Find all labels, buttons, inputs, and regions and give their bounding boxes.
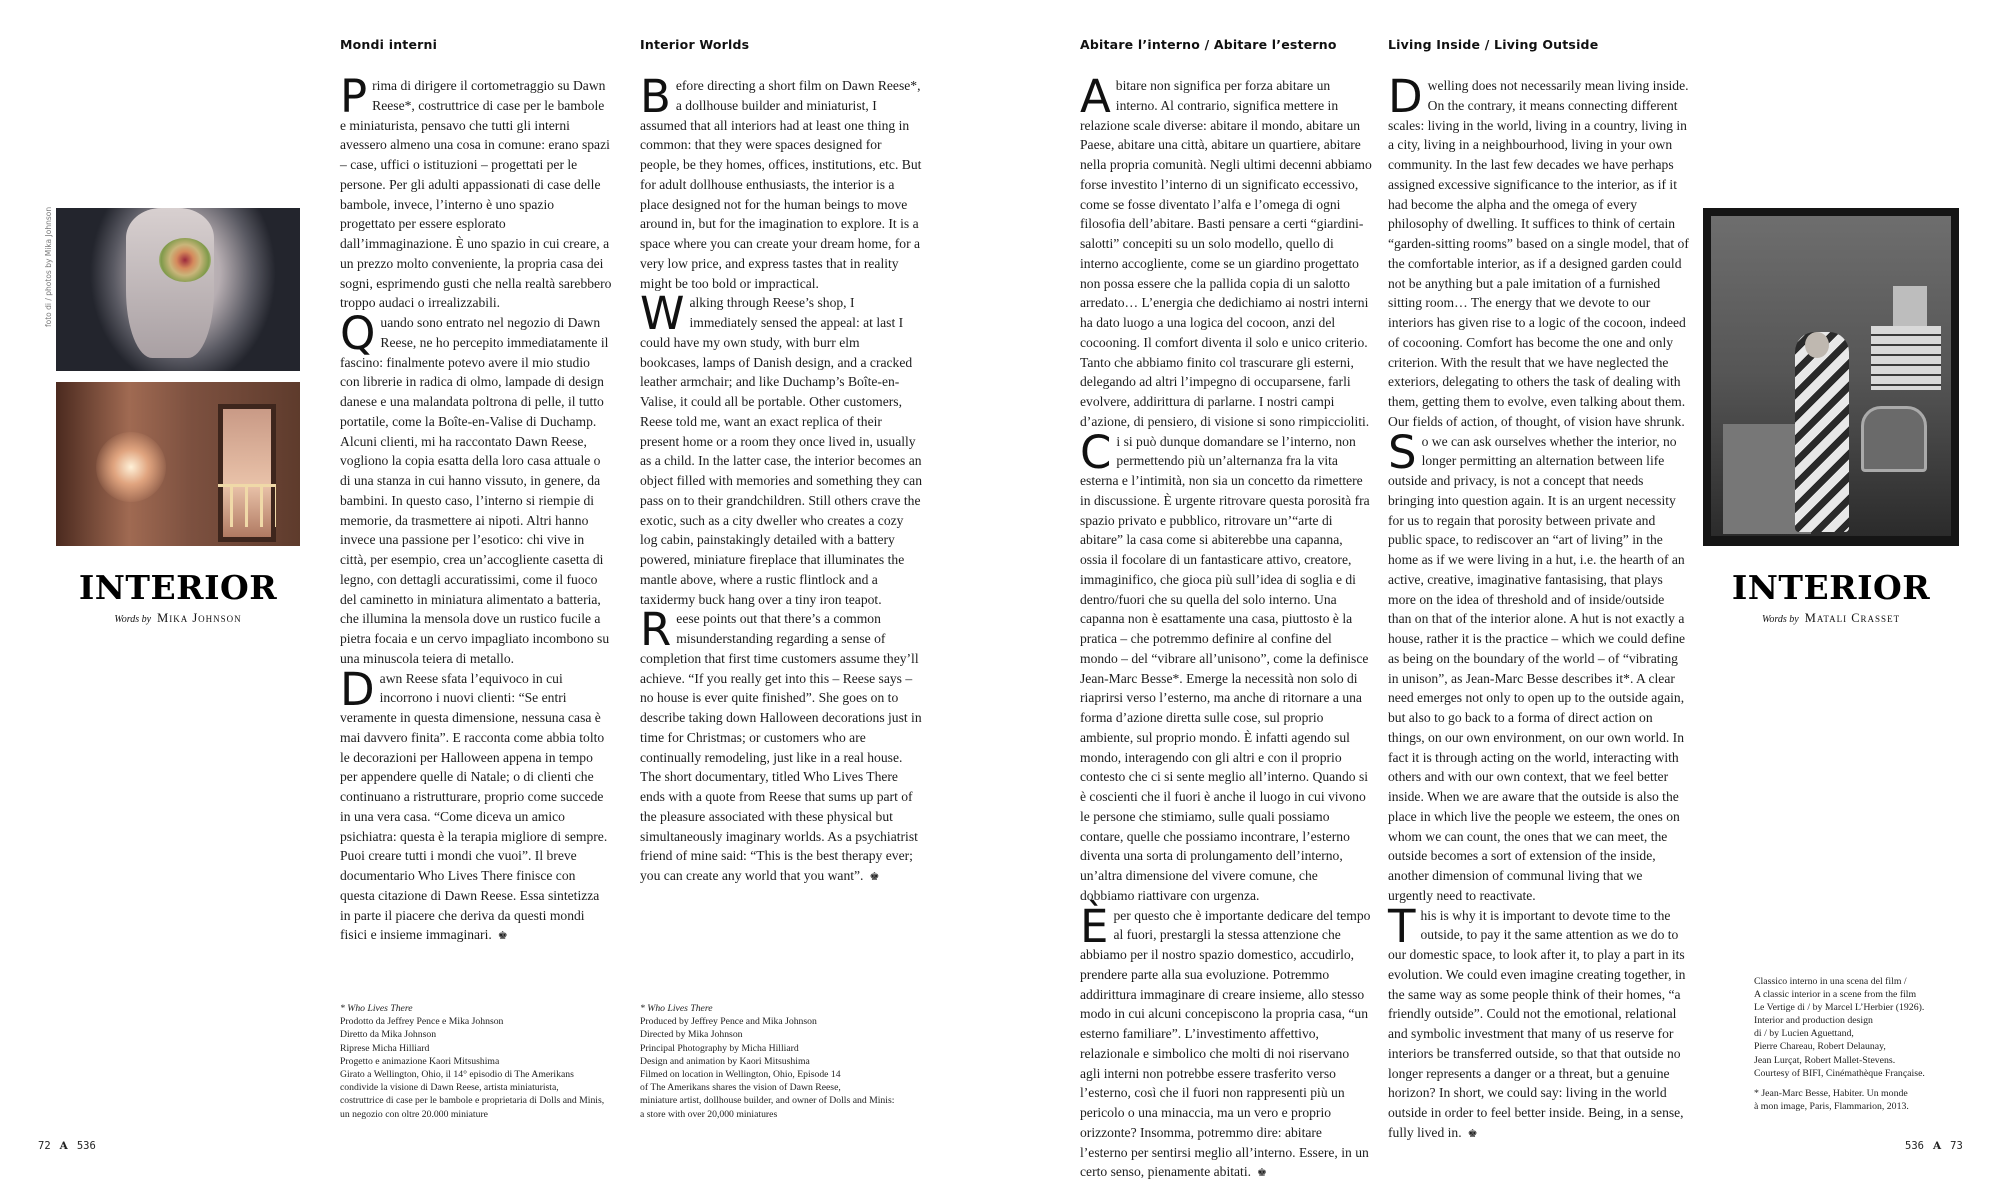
paragraph: [1388, 432, 1690, 906]
lamp-glow-shape: [96, 432, 166, 502]
paragraph: [340, 76, 612, 313]
footnote-line: Produced by Jeffrey Pence and Mika Johnson: [640, 1015, 930, 1028]
dropcap: Q: [340, 315, 375, 353]
byline-author: Matali Crasset: [1805, 611, 1900, 625]
dropcap: W: [640, 295, 685, 333]
caption-line: Pierre Chareau, Robert Delaunay,: [1754, 1040, 1925, 1053]
footnote-line: Progetto e animazione Kaori Mitsushima: [340, 1055, 620, 1068]
caption-line: Courtesy of BIFI, Cinémathèque Française.: [1754, 1067, 1925, 1080]
paragraph-text: awn Reese sfata l’equivoco in cui incorrono i nuovi clienti: “Se entri veramente in questa dimensione, nessuna casa è mai davvero finita”. E racconta come abbia tolto le decorazioni per Halloween appena in tempo per appendere quelle di Natale; o di clienti che continuano a ristrutturare, proprio come succede in una vera casa. “Come diceva un amico psichiatra: questa è la terapia migliore di sempre. Puoi creare tutti i mondi che vuoi”. Il breve documentario Who Lives There finisce con questa citazione di Dawn Reese. Essa sintetizza in parte il piacere che deriva da questi mondi fisici e insieme immaginari.: [340, 671, 607, 943]
column-interior-worlds: [640, 76, 922, 888]
paragraph: [640, 293, 922, 609]
film-still-background: [1711, 216, 1951, 536]
paragraph-text: his is why it is important to devote time to the outside, to pay it the same attention as we do to our domestic space, to look after it, to play a part in its evolution. We could even imagine creating together, in the same way as some people think of their homes, “a friendly outside”. Could not the emotional, relational and symbolic investment that many of us reserve for interiors be transferred outside, so that that outside no longer represents a danger or a threat, but a genuine horizon? In short, we could say: living in the world outside in order to feel better inside. Being, in a sense, fully lived in.: [1388, 908, 1685, 1140]
cabinet-shape: [1871, 326, 1941, 390]
caption-line: Jean Lurçat, Robert Mallet-Stevens.: [1754, 1054, 1925, 1067]
footnote-line: Design and animation by Kaori Mitsushima: [640, 1055, 930, 1068]
paragraph: [1080, 76, 1372, 432]
column-heading-mondi-interni: Mondi interni: [340, 37, 437, 52]
paragraph-text: per questo che è importante dedicare del tempo al fuori, prestargli la stessa attenzione che abbiamo per il nostro spazio domestico, accudirlo, prendere parte alla sua evoluzione. Potremmo addirittura immaginare di creare insieme, allo stesso modo in cui alcuni concepiscono la propria casa, “un esterno familiare”. L’investimento affettivo, relazionale e simbolico che molti di noi riservano agli interni non potrebbe essere trasferito verso l’esterno, così che il fuori non rappresenti più un pericolo o una minaccia, ma un vero e proprio orizzonte? Insomma, potremmo dire: abitare l’esterno per sentirsi meglio all’interno. Essere, in un certo senso, pienamente abitati.: [1080, 908, 1370, 1180]
caption-line: Classico interno in una scena del film /: [1754, 975, 1925, 988]
footnote-en: [640, 1002, 930, 1121]
paragraph-text: efore directing a short film on Dawn Reese*, a dollhouse builder and miniaturist, I assumed that all interiors had at least one thing in common: that they were spaces designed for people, be they homes, offices, institutions, etc. But for adult dollhouse enthusiasts, the interior is a place designed not for the human beings to move around in, but for the imagination to explore. It is a space where you can create your dream home, for a very low price, and express tastes that in reality might be too bold or impractical.: [640, 78, 921, 291]
paragraph-text: uando sono entrato nel negozio di Dawn Reese, ne ho percepito immediatamente il fascino: finalmente potevo avere il mio studio con librerie in radica di olmo, lampade di design danese e una malandata poltrona di pelle, il tutto portatile, come la Boîte-en-Valise di Duchamp. Alcuni clienti, mi ha raccontato Dawn Reese, vogliono la copia esatta della loro casa attuale o di una stanza in cui hanno vissuto, in genere, da bambini. In questo caso, l’interno si riempie di memorie, da trasmettere ai nipoti. Altri hanno invece una passione per l’esotico: chi vive in città, per esempio, crea un’accogliente casetta di legno, con dettagli accuratissimi, come il fuoco del caminetto in miniatura alimentato a batteria, che illumina la mensola dove un rustico fucile a pietra focaia e un cervo impagliato incombono su una minuscola teiera di metallo.: [340, 315, 609, 666]
footnote-title: * Who Lives There: [640, 1002, 930, 1015]
paragraph-text: bitare non significa per forza abitare un interno. Al contrario, significa mettere in relazione scale diverse: abitare il mondo, abitare un Paese, abitare una città, abitare un quartiere, abitare nella propria comunità. Negli ultimi decenni abbiamo forse investito l’interno di un significato eccessivo, come se fosse diventato l’alfa e l’omega di ogni filosofia dell’abitare. Basti pensare a certi “giardini-salotti” concepiti su un solo modello, quello di interno accogliente, come se un giardino progettato non possa essere che la pallida copia di un salotto arredato… L’energia che dedichiamo ai nostri interni ha dato luogo a una logica del cocoon, anzi del cocooning. Il comfort diventa il solo e unico criterio. Tanto che abbiamo finito col trascurare gli esterni, delegando ad altri l’impegno di occuparsene, farli evolvere, addirittura di parlarne. I nostri campi d’azione, di pensiero, di visione si sono rimpiccioliti.: [1080, 78, 1372, 429]
column-mondi-interni: [340, 76, 612, 947]
paragraph-text: welling does not necessarily mean living inside. On the contrary, it means connecting different scales: living in the world, living in a country, living in a city, living in a neighbourhood, living in your own community. In the last few decades we have perhaps assigned excessive significance to the interior, as if it had become the alpha and the omega of every philosophy of dwelling. It suffices to think of certain “garden-sitting rooms” based on a single model, that of the comfortable interior, as if a designed garden could not be anything but a pale imitation of a furnished sitting room… The energy that we devote to our interiors has given rise to a logic of the cocoon, indeed of cocooning. Comfort has become the one and only criterion. With the result that we have neglected the exteriors, delegating to others the task of dealing with them, getting them to evolve, even talking about them. Our fields of action, of thought, of vision have shrunk.: [1388, 78, 1689, 429]
footnote-line: Prodotto da Jeffrey Pence e Mika Johnson: [340, 1015, 620, 1028]
paragraph-text: alking through Reese’s shop, I immediately sensed the appeal: at last I could have my own study, with burr elm bookcases, lamps of Danish design, and a cracked leather armchair; and like Duchamp’s Boîte-en-Valise, it could all be portable. Other customers, Reese told me, want an exact replica of their present home or a room they once lived in, usually as a child. In the latter case, the interior becomes an object filled with memories and something they can pass on to their grandchildren. Still others crave the exotic, such as a city dweller who creates a cozy log cabin, painstakingly detailed with a battery powered, miniature fireplace that illuminates the mantle above, where a rustic flintlock and a taxidermy buck hang over a tiny iron teapot.: [640, 295, 922, 606]
footnote-line: costruttrice di case per le bambole e proprietaria di Dolls and Minis,: [340, 1094, 620, 1107]
dropcap: P: [340, 78, 367, 116]
footnote-line: Directed by Mika Johnson: [640, 1028, 930, 1041]
column-living: [1388, 76, 1690, 1145]
photo-le-vertige-still: [1703, 208, 1959, 546]
footnote-line: Diretto da Mika Johnson: [340, 1028, 620, 1041]
railing-shape: [218, 484, 276, 527]
column-heading-abitare: Abitare l’interno / Abitare l’esterno: [1080, 37, 1337, 52]
footnote-line: condivide la visione di Dawn Reese, artista miniaturista,: [340, 1081, 620, 1094]
paragraph-text: i si può dunque domandare se l’interno, non permettendo più un’alternanza fra la vita esterna e l’intimità, non sia un concetto da rimettere in discussione. È urgente ritrovare questa porosità fra spazio privato e pubblico, ritrovare un’“arte di abitare” la casa come si abiterebbe una capanna, ossia il focolare di un fantasticare attivo, creatore, immaginifico, che gioca più sull’idea di soglia e di dentro/fuori che su quella del solo interno. Una capanna non è esattamente una casa, piuttosto è la pratica – che potremmo definire al confine del mondo – del “vibrare all’unisono”, come la definisce Jean-Marc Besse*. Emerge la necessità non solo di riaprirsi verso l’esterno, ma anche di ritornare a una forma d’azione diretta sulle cose, sul proprio ambiente, sul proprio mondo. È infatti agendo sul mondo, interagendo con gli altri e con il proprio contesto che ci si sente meglio all’interno. Quando si è coscienti che il fuori è anche il luogo in cui vivono le persone che stimiamo, sulle quali possiamo contare, quelle che possiamo incontrare, l’esterno diventa una sorta di prolungamento dell’interno, un’altra dimensione del vivere comune, che dobbiamo riattivare con urgenza.: [1080, 434, 1370, 903]
paragraph: [1080, 906, 1372, 1184]
dropcap: A: [1080, 78, 1111, 116]
dropcap: D: [1388, 78, 1423, 116]
end-mark-crown-icon: ♚: [869, 871, 879, 883]
end-mark-crown-icon: ♚: [1468, 1128, 1478, 1140]
paragraph-text: rima di dirigere il cortometraggio su Dawn Reese*, costruttrice di case per le bambole e miniaturista, pensavo che tutti gli interni avessero almeno una cosa in comune: erano spazi – case, uffici o istituzioni – progettati per le persone. Per gli adulti appassionati di case delle bambole, invece, l’interno è uno spazio progettato per essere esplorato dall’immaginazione. È uno spazio in cui creare, a un prezzo molto conveniente, la propria casa dei sogni, esprimendo gusti che nella realtà sarebbero troppo audaci o irrealizzabili.: [340, 78, 611, 310]
column-heading-interior-worlds: Interior Worlds: [640, 37, 749, 52]
folio-left: [38, 1140, 96, 1152]
dropcap: C: [1080, 434, 1111, 472]
dropcap: È: [1080, 908, 1108, 946]
dropcap: D: [340, 671, 375, 709]
paragraph: [340, 669, 612, 948]
magazine-logo: A: [60, 1140, 68, 1152]
footnote-line: Principal Photography by Micha Hilliard: [640, 1042, 930, 1055]
dropcap: S: [1388, 434, 1417, 472]
paragraph: [640, 76, 922, 293]
armchair-shape: [1861, 406, 1927, 472]
issue-number: 536: [1905, 1140, 1924, 1152]
caption-line: Le Vertige di / by Marcel L’Herbier (1926).: [1754, 1001, 1925, 1014]
paragraph: [1388, 906, 1690, 1145]
byline-author: Mika Johnson: [157, 611, 242, 625]
byline-prefix: Words by: [114, 614, 151, 625]
caption-line: Interior and production design: [1754, 1014, 1925, 1027]
left-title: INTERIOR: [56, 568, 300, 607]
robed-figure-shape: [1795, 332, 1849, 532]
footnote-line: un negozio con oltre 20.000 miniature: [340, 1108, 620, 1121]
dropcap: T: [1388, 908, 1416, 946]
miniature-pie-shape: [159, 238, 211, 282]
footnote-title: * Who Lives There: [340, 1002, 620, 1015]
caption-footnote-line: à mon image, Paris, Flammarion, 2013.: [1754, 1100, 1925, 1113]
dropcap: R: [640, 611, 671, 649]
footnote-line: Girato a Wellington, Ohio, il 14° episodio di The Amerikans: [340, 1068, 620, 1081]
footnote-line: of The Amerikans shares the vision of Dawn Reese,: [640, 1081, 930, 1094]
page-number: 73: [1950, 1140, 1963, 1152]
page-number: 72: [38, 1140, 51, 1152]
footnote-line: a store with over 20,000 miniatures: [640, 1108, 930, 1121]
footnote-line: Filmed on location in Wellington, Ohio, Episode 14: [640, 1068, 930, 1081]
photo-hand-miniature: [56, 208, 300, 371]
left-byline: [56, 611, 300, 626]
end-mark-crown-icon: ♚: [498, 930, 508, 942]
folio-right: [1905, 1140, 1963, 1152]
hand-shape: [126, 208, 214, 358]
footnote-it: [340, 1002, 620, 1121]
column-abitare: [1080, 76, 1372, 1184]
right-title: INTERIOR: [1703, 568, 1959, 607]
wall-painting-shape: [1893, 286, 1927, 326]
photo-caption: [1754, 975, 1925, 1113]
caption-line: A classic interior in a scene from the film: [1754, 988, 1925, 1001]
footnote-line: Riprese Micha Hilliard: [340, 1042, 620, 1055]
byline-prefix: Words by: [1762, 614, 1799, 625]
paragraph: [1388, 76, 1690, 432]
footnote-line: miniature artist, dollhouse builder, and owner of Dolls and Minis:: [640, 1094, 930, 1107]
magazine-logo: A: [1933, 1140, 1941, 1152]
paragraph: [340, 313, 612, 669]
photo-dollhouse-room: [56, 382, 300, 546]
paragraph-text: o we can ask ourselves whether the interior, no longer permitting an alternation between life outside and privacy, is not a concept that needs bringing into question again. It is an urgent necessity for us to regain that porosity between private and public space, to rediscover an “art of living” in the home as if we were living in a hut, i.e. the hearth of an active, creative, imaginative fantasising, that plays more on the idea of threshold and of inside/outside than on that of the interior alone. A hut is not exactly a house, rather it is the practice – which we could define as being on the boundary of the world – of “vibrating in unison”, as Jean-Marc Besse describes it*. A clear need emerges not only to open up to the outside again, but also to go back to a forma of direct action on things, on our own environment, on our own world. In fact it is through acting on the world, interacting with others and with our own context, that we feel better inside. When we are aware that the outside is also the place in which live the people we esteem, the ones on whom we can count, the ones that we can meet, the outside becomes a sort of extension of the inside, another dimension of communal living that we urgently need to reactivate.: [1388, 434, 1685, 903]
caption-footnote-line: * Jean-Marc Besse, Habiter. Un monde: [1754, 1087, 1925, 1100]
end-mark-crown-icon: ♚: [1257, 1167, 1267, 1179]
dropcap: B: [640, 78, 671, 116]
paragraph-text: eese points out that there’s a common misunderstanding regarding a sense of completion that first time customers assume they’ll achieve. “If you really get into this – Reese says – no house is ever quite finished”. She goes on to describe taking down Halloween decorations just in time for Christmas; or customers who are continually remodeling, just like in a real house. The short documentary, titled Who Lives There ends with a quote from Reese that sums up part of the pleasure associated with these physical but simultaneously imaginary worlds. As a psychiatrist friend of mine said: “This is the best therapy ever; you can create any world that you want”.: [640, 611, 922, 883]
photo-credit: foto di / photos by Mika Johnson: [44, 167, 53, 327]
caption-line: di / by Lucien Aguettand,: [1754, 1027, 1925, 1040]
right-byline: [1703, 611, 1959, 626]
paragraph: [1080, 432, 1372, 906]
issue-number: 536: [77, 1140, 96, 1152]
column-heading-living: Living Inside / Living Outside: [1388, 37, 1598, 52]
paragraph: [640, 609, 922, 888]
figure-head-shape: [1805, 332, 1829, 358]
